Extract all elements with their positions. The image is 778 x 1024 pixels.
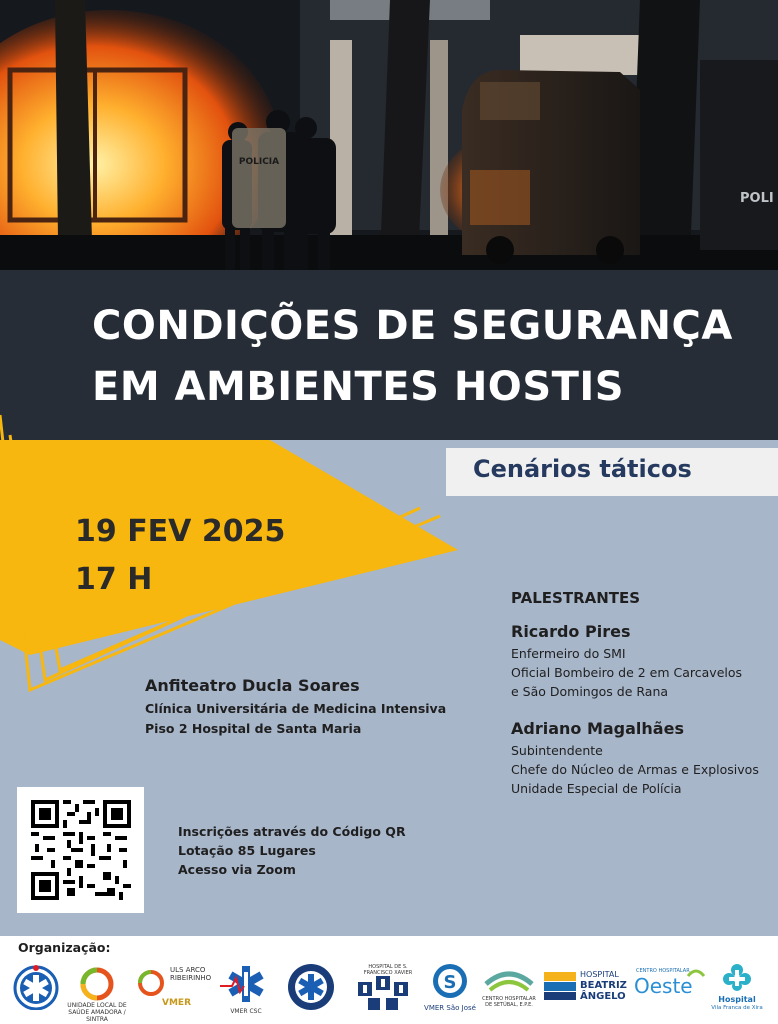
hero-photo (0, 0, 778, 270)
van-label: POLI (740, 191, 774, 206)
registration-info: Inscrições através do Código QR (178, 824, 406, 839)
logo-caption: VMER São José (424, 1004, 476, 1012)
centro-hospitalar-setubal-logo (480, 962, 538, 1018)
logo-caption: HOSPITAL (580, 970, 619, 979)
qr-code-icon (31, 800, 131, 900)
logo-caption-sub: Oeste (634, 974, 693, 998)
santa-maria-emergency-logo (286, 962, 336, 1018)
speaker-role: Unidade Especial de Polícia (511, 781, 682, 796)
speaker-role: Enfermeiro do SMI (511, 646, 626, 661)
uls-amadora-sintra-logo (66, 962, 128, 1023)
qr-code[interactable] (17, 787, 144, 913)
uls-arco-ribeirinho-logo (136, 962, 212, 1018)
speaker-name: Adriano Magalhães (511, 719, 684, 738)
logo-caption-sub: BEATRIZ ÂNGELO (580, 980, 627, 1002)
speaker-name: Ricardo Pires (511, 622, 631, 641)
logo-caption: CENTRO HOSPITALAR (636, 968, 690, 974)
inem-star-of-life-icon (12, 962, 60, 1018)
event-date: 19 FEV 2025 (75, 514, 286, 549)
event-time: 17 H (75, 562, 153, 597)
speaker-role: Subintendente (511, 743, 603, 758)
hospital-sao-francisco-xavier-logo (348, 962, 420, 1018)
logo-caption: ULS ARCO RIBEIRINHO (170, 966, 212, 982)
shield-label: POLICIA (238, 157, 280, 167)
speakers-heading: PALESTRANTES (511, 589, 641, 607)
speaker-role: Chefe do Núcleo de Armas e Explosivos (511, 762, 759, 777)
vmer-sao-jose-logo (424, 962, 476, 1018)
logo-caption: Hospital (718, 995, 756, 1004)
venue-detail: Piso 2 Hospital de Santa Maria (145, 721, 362, 736)
subtitle: Cenários táticos (473, 455, 692, 483)
venue-name: Anfiteatro Ducla Soares (145, 676, 360, 695)
hospital-vila-franca-xira-logo (706, 962, 768, 1018)
logo-caption: UNIDADE LOCAL DE SAÚDE AMADORA / SINTRA (67, 1002, 127, 1023)
logo-caption: HOSPITAL DE S. FRANCISCO XAVIER (363, 964, 413, 976)
logo-caption: VMER CSC (230, 1008, 262, 1015)
page-title-line-1: CONDIÇÕES DE SEGURANÇA (92, 303, 733, 349)
svg-text:S: S (443, 972, 457, 993)
organizers-label: Organização: (18, 940, 111, 955)
vmer-csc-logo (218, 962, 274, 1018)
logo-caption-sub: Vila Franca de Xira (711, 1005, 763, 1011)
logo-caption-sub: VMER (162, 998, 191, 1008)
page-title-line-2: EM AMBIENTES HOSTIS (92, 364, 625, 410)
logo-caption: CENTRO HOSPITALAR DE SETÚBAL, E.P.E. (482, 996, 536, 1008)
venue-detail: Clínica Universitária de Medicina Intensiva (145, 701, 447, 716)
speaker-role: Oficial Bombeiro de 2 em Carcavelos (511, 665, 743, 680)
centro-hospitalar-oeste-logo (632, 962, 706, 1018)
capacity-info: Lotação 85 Lugares (178, 843, 316, 858)
access-info: Acesso via Zoom (178, 862, 296, 877)
hero-scene-illustration (0, 0, 778, 270)
hospital-beatriz-angelo-logo (544, 962, 628, 1018)
speaker-role: e São Domingos de Rana (511, 684, 669, 699)
